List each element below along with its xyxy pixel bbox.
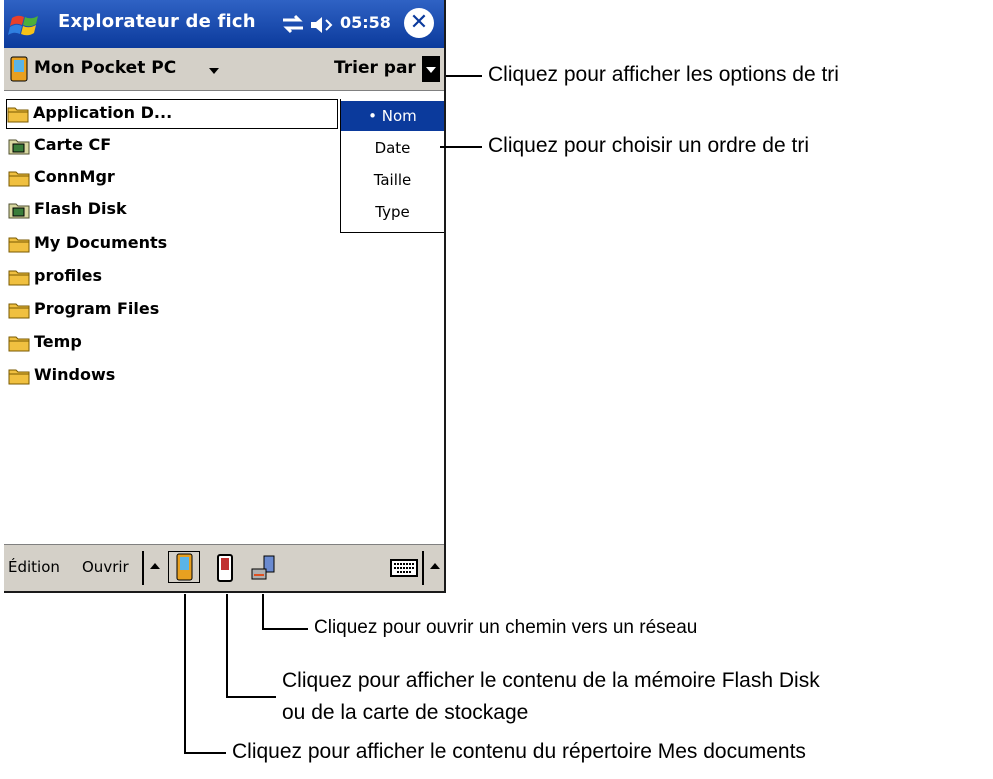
leader-line <box>262 628 308 630</box>
chevron-up-icon[interactable] <box>430 563 440 569</box>
file-name: Application D... <box>33 103 173 122</box>
list-item[interactable] <box>8 329 338 357</box>
leader-line <box>440 146 482 148</box>
list-item[interactable] <box>8 196 338 224</box>
command-bar <box>4 544 444 592</box>
callout-flash-line1: Cliquez pour afficher le contenu de la mémoire Flash Disk <box>282 669 820 692</box>
folder-icon <box>8 367 30 385</box>
folder-icon <box>8 235 30 253</box>
sort-option-name[interactable]: • Nom <box>341 101 444 131</box>
sort-option-date[interactable]: Date <box>374 139 411 157</box>
folder-icon <box>8 169 30 187</box>
window-title: Explorateur de fich <box>58 11 256 32</box>
sort-option-size[interactable]: Taille <box>373 171 412 189</box>
pocket-pc-icon <box>10 56 28 82</box>
leader-line <box>184 594 186 754</box>
callout-flash-line2: ou de la carte de stockage <box>282 701 529 724</box>
location-dropdown[interactable]: Mon Pocket PC <box>34 58 177 78</box>
callout-network: Cliquez pour ouvrir un chemin vers un réseau <box>314 617 698 638</box>
storage-card-icon <box>8 137 30 155</box>
storage-card-icon <box>8 201 30 219</box>
list-item[interactable] <box>8 362 338 390</box>
sort-menu <box>340 99 445 233</box>
chevron-down-icon[interactable] <box>209 68 219 74</box>
folder-icon <box>8 334 30 352</box>
callout-sort-options: Cliquez pour afficher les options de tri <box>488 63 839 86</box>
file-name: Carte CF <box>34 135 112 154</box>
title-bar <box>4 0 444 48</box>
open-menu[interactable]: Ouvrir <box>82 558 129 576</box>
leader-line <box>262 594 264 630</box>
pocket-pc-screen <box>4 0 446 593</box>
sort-label[interactable]: Trier par <box>334 58 416 78</box>
file-name: Windows <box>34 365 116 384</box>
leader-line <box>226 696 276 698</box>
sort-option-type[interactable]: Type <box>375 203 410 221</box>
leader-line <box>446 75 482 77</box>
file-name: Temp <box>34 332 82 351</box>
keyboard-icon[interactable] <box>390 557 418 579</box>
list-item[interactable] <box>6 99 338 129</box>
network-path-button[interactable] <box>248 553 278 583</box>
edit-menu[interactable]: Édition <box>8 558 60 576</box>
folder-icon <box>8 268 30 286</box>
file-name: Program Files <box>34 299 160 318</box>
file-name: profiles <box>34 266 103 285</box>
close-icon[interactable]: ✕ <box>404 8 434 38</box>
folder-icon <box>7 105 29 123</box>
windows-start-icon[interactable] <box>8 8 42 40</box>
list-item[interactable] <box>8 132 338 160</box>
separator <box>422 551 424 585</box>
callout-my-documents: Cliquez pour afficher le contenu du répertoire Mes documents <box>232 740 806 763</box>
pocket-pc-icon <box>169 552 199 582</box>
speaker-icon[interactable] <box>309 14 335 36</box>
clock[interactable]: 05:58 <box>340 13 391 32</box>
leader-line <box>226 594 228 698</box>
my-documents-button[interactable] <box>168 551 200 583</box>
storage-card-button[interactable] <box>210 553 240 583</box>
storage-card-icon <box>210 553 240 583</box>
file-name: ConnMgr <box>34 167 115 186</box>
callout-sort-order: Cliquez pour choisir un ordre de tri <box>488 134 809 157</box>
sort-dropdown-button[interactable] <box>422 56 440 82</box>
file-name: My Documents <box>34 233 168 252</box>
list-item[interactable] <box>8 296 338 324</box>
chevron-up-icon[interactable] <box>150 563 160 569</box>
separator <box>142 551 144 585</box>
folder-icon <box>8 301 30 319</box>
list-item[interactable] <box>8 164 338 192</box>
location-bar <box>4 48 444 91</box>
list-item[interactable] <box>8 263 338 291</box>
network-path-icon <box>248 553 278 583</box>
file-name: Flash Disk <box>34 199 127 218</box>
list-item[interactable] <box>8 230 338 258</box>
leader-line <box>184 752 226 754</box>
connectivity-icon[interactable] <box>280 12 306 36</box>
